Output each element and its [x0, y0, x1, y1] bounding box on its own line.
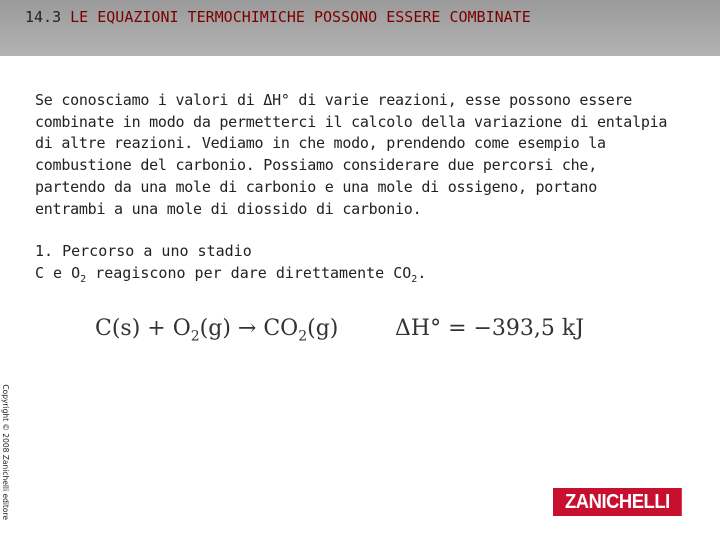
title-text: LE EQUAZIONI TERMOCHIMICHE POSSONO ESSERE COMBINATE [70, 8, 531, 26]
publisher-logo: ZANICHELLI [553, 488, 682, 516]
paragraph-line: Se conosciamo i valori di ΔH° di varie reazioni, esse possono essere [35, 91, 633, 109]
paragraph-line: entrambi a una mole di diossido di carbonio. [35, 199, 422, 218]
paragraph-line: partendo da una mole di carbonio e una mole di ossigeno, portano [35, 177, 597, 196]
slide-header [0, 0, 720, 56]
paragraph-line: combustione del carbonio. Possiamo considerare due percorsi che, [35, 156, 597, 175]
paragraph-line: di altre reazioni. Vediamo in che modo, prendendo come esempio la [35, 134, 606, 153]
intro-paragraph [35, 90, 695, 220]
section-heading: 1. Percorso a uno stadio [35, 242, 252, 260]
slide-title [25, 7, 685, 27]
copyright-notice: Copyright © 2008 Zanichelli editore [1, 384, 10, 520]
section-description: C e $O_2$ reagiscono per dare direttamente $CO_2$. [35, 264, 427, 285]
reaction-equation: $C(s) + O_2(g) \to CO_2(g)$ [95, 316, 339, 345]
enthalpy-value: ΔH° = −393,5 kJ [395, 316, 585, 341]
paragraph-line: combinate in modo da permetterci il calcolo della variazione di entalpia [35, 112, 668, 131]
section-number: 14.3 [25, 8, 62, 26]
